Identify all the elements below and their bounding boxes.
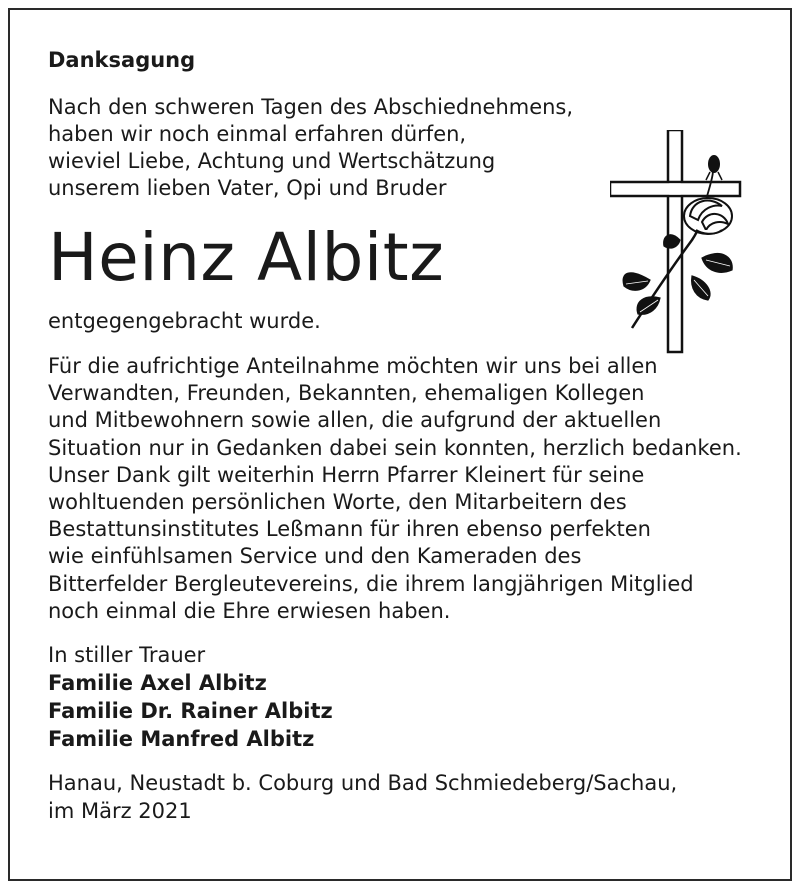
deceased-name: Heinz Albitz: [48, 219, 445, 296]
intro-line: Nach den schweren Tagen des Abschiednehmens,: [48, 95, 574, 119]
body-text: [48, 353, 768, 625]
body-line: Verwandten, Freunden, Bekannten, ehemaligen Kollegen: [48, 381, 645, 406]
body-line: Bestattunsinstitutes Leßmann für ihren ebenso perfekten: [48, 517, 651, 542]
intro-line: unserem lieben Vater, Opi und Bruder: [48, 176, 447, 200]
family-name: Familie Axel Albitz: [48, 671, 267, 696]
body-line: Bitterfelder Bergleutevereins, die ihrem langjährigen Mitglied: [48, 571, 694, 596]
body-line: Unser Dank gilt weiterhin Herrn Pfarrer Kleinert für seine: [48, 462, 645, 487]
body-line: noch einmal die Ehre erwiesen haben.: [48, 598, 451, 623]
cross-with-rose-icon: [610, 130, 750, 360]
place-line: Hanau, Neustadt b. Coburg und Bad Schmiedeberg/Sachau,: [48, 771, 678, 796]
obituary-frame: [8, 8, 792, 881]
signature-block: [48, 641, 768, 753]
intro-line: wieviel Liebe, Achtung und Wertschätzung: [48, 149, 496, 173]
heading: Danksagung: [48, 48, 196, 72]
body-line: Für die aufrichtige Anteilnahme möchten wir uns bei allen: [48, 354, 658, 378]
body-line: wie einfühlsamen Service und den Kameraden des: [48, 544, 582, 569]
intro-line: haben wir noch einmal erfahren dürfen,: [48, 122, 467, 146]
body-line: wohltuenden persönlichen Worte, den Mitarbeitern des: [48, 490, 627, 515]
family-name: Familie Manfred Albitz: [48, 727, 315, 752]
family-name: Familie Dr. Rainer Albitz: [48, 699, 333, 724]
date-line: im März 2021: [48, 799, 192, 824]
place-date: [48, 769, 768, 825]
mourning-line: In stiller Trauer: [48, 643, 206, 668]
body-line: Situation nur in Gedanken dabei sein konnten, herzlich bedanken.: [48, 435, 742, 460]
after-name-text: entgegengebracht wurde.: [48, 309, 321, 333]
body-line: und Mitbewohnern sowie allen, die aufgrund der aktuellen: [48, 408, 662, 433]
